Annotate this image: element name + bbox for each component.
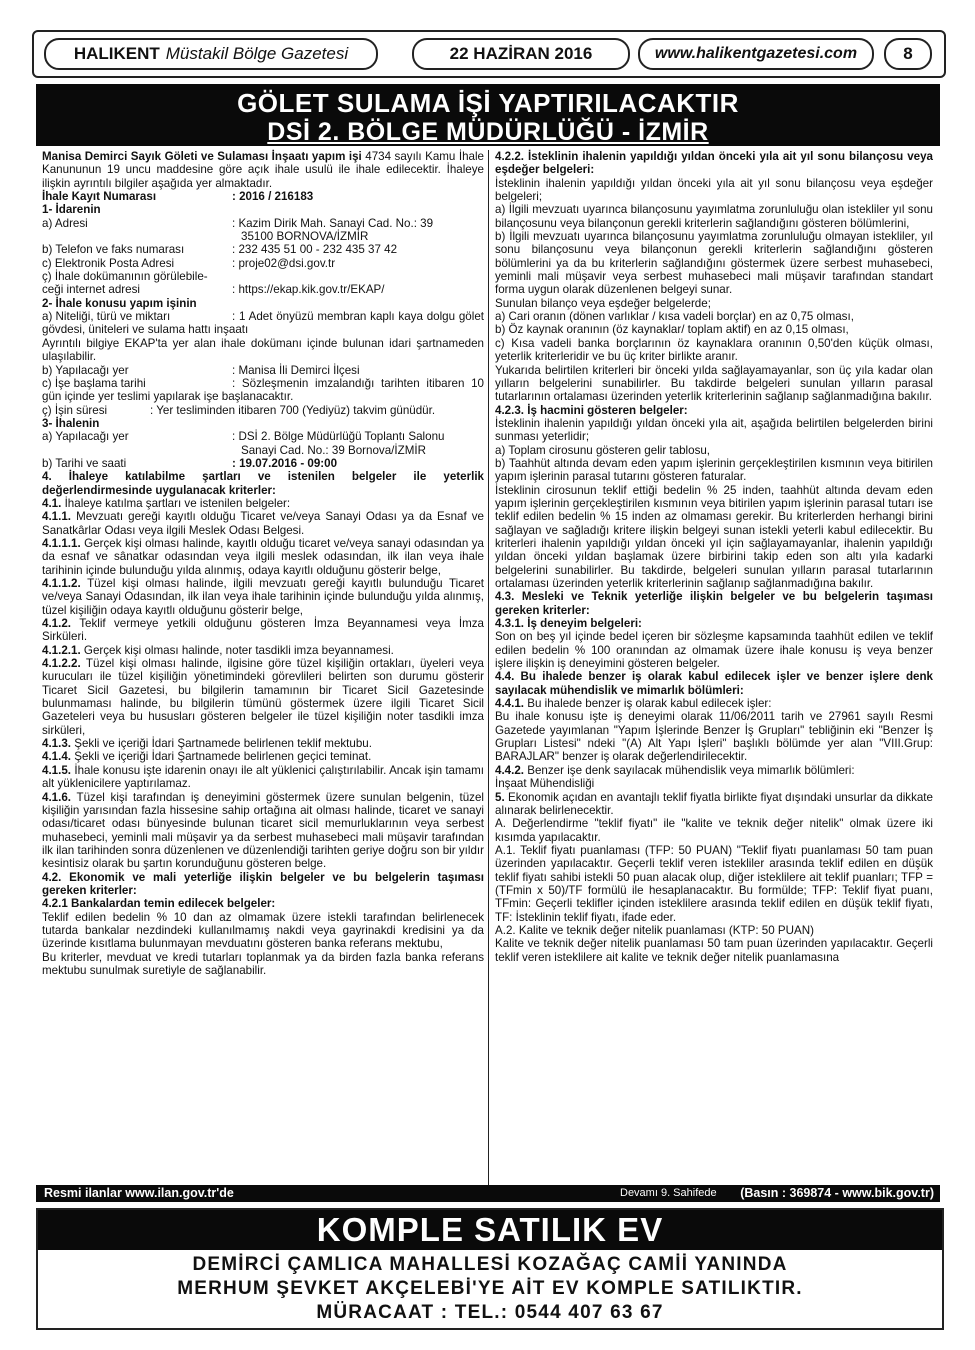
paragraph: Kalite ve teknik değer nitelik puanlaması 50 tam puan üzerinden yapılacaktır. Geçerli teklif veren isteklilere ait kalite ve teknik değer nitelik puanlamasına [495, 937, 933, 964]
paragraph: Bu ihale konusu işte iş deneyimi olarak 11/06/2011 tarih ve 27961 sayılı Resmi Gazetede yayımlanan "Yapım İşlerinde Benzer İş Grupları" tebliğinin eki "Benzer İş Grupları Listesi" ndeki "(A) Alt Yapı İşleri" başlıklı bölümde yer alan "VIII.Grup: BARAJLAR" benzer iş olarak değerlendirilecektir. [495, 710, 933, 764]
paragraph-text: Ekonomik açıdan en avantajlı teklif fiyatla birlikte fiyat dışındaki unsurlar da dikkate alınarak belirlenecektir. [495, 790, 933, 817]
paragraph: b) İlgili mevzuatı uyarınca bilançosunu yayımlatma zorunluluğu olmayan istekliler, yıl sonu bilançosunu veya bilançonun gerekli kriterlerin sağlandığını gösteren bölümlerini ya da bu kriterlerin sağlandığını göstermek üzere serbest muhasebeci, yeminli mali müşavir veya serbest muhasebeci mali müşavir tarafından standart forma uygun olarak düzenlenen belgeyi sunar. [495, 230, 933, 297]
paragraph: İsteklinin ihalenin yapıldığı yıldan önceki yıla ait, aşağıda belirtilen belgelerden birini sunması yeterlidir; [495, 416, 933, 444]
page-header [32, 30, 946, 78]
paragraph-text: Teklif vermeye yetkili olduğunu gösteren İmza Beyannamesi veya İmza Sirküleri. [42, 617, 484, 644]
paragraph: 4.1.4. Şekli ve içeriği İdari Şartnamede belirlenen geçici teminat. [42, 750, 372, 764]
paragraph: 4.4.1. Bu ihalede benzer iş olarak kabul edilecek işler: [495, 697, 772, 711]
paragraph: 4.1.2.2. Tüzel kişi olması halinde, ilgisine göre tüzel kişiliğin ortakları, üyeleri veya kurucuları ile tüzel kişiliğin yönetimindeki görevlileri belirten son durumu gösterir Ticaret Sicil Gazetesi, bu bilgilerin tamamının bir Ticaret Sicil Gazetesinde bulunmaması halinde, bu bilgilerin tümünü göstermek üzere ilgili Ticaret Sicil Gazeteleri veya bu hususları gösteren belgeler ile tüzel kişiliğin noter tasdikli imza sirküleri, [42, 657, 484, 737]
intro-text: 4734 sayılı Kamu İhale Kanununun 19 uncu maddesine göre açık ihale usulü ile ihale edilecektir. İhaleye ilişkin ayrıntılı bilgiler aşağıda yer almaktadır. [42, 150, 484, 190]
page-number: 8 [884, 38, 932, 70]
paper-subtitle: Müstakil Bölge Gazetesi [165, 44, 349, 63]
address-line-2: 35100 BORNOVA/İZMİR [241, 230, 369, 244]
section-heading: 3- İhalenin [42, 416, 100, 430]
section-heading: 4.3.1. İş deneyim belgeleri: [495, 617, 642, 631]
field-value [232, 270, 484, 297]
section-heading: 4.2.1 Bankalardan temin edilecek belgeler: [42, 897, 276, 911]
field-value: : 232 435 51 00 - 232 435 37 42 [232, 243, 398, 257]
address-line-1: : Kazim Dirik Mah. Sanayi Cad. No.: 39 [232, 216, 434, 230]
paragraph: İsteklinin cirosunun teklif ettiği bedelin % 25 inden, taahhüt altında devam eden yapım işlerinin gerçekleştirilen kısmının veya bitirilen yapım işlerinin parasal tutarı ise teklif edilen bedelin % 15 inden az olmaması gerekir. Bu kriterlerden herhangi birini sağlayan ve sağladığı kritere ilişkin belgeyi sunan istekli yeterli kabul edilecektir. Bu kriterleri ihalenin yapıldığı yıldan önceki yıl için sağlayamayanlar, ihalenin yapıldığı yıldan önceki yıldan başlamak üzere birbirini takip eden son altı yıla kadarki belgelerini sunabilirler. Bu takdirde, belgeleri sunulan yılların parasal tutarlarının ortalaması üzerinden yeterlik kriterlerinin sağlanıp sağlanmadığına bakılır. [495, 483, 933, 590]
paragraph: 5. Ekonomik açıdan en avantajlı teklif fiyatla birlikte fiyat dışındaki unsurlar da dikkate alınarak belirlenecektir. [495, 790, 933, 817]
paragraph-text: Tüzel kişi olması halinde, ilgili mevzuatı gereği kayıtlı bulunduğu Ticaret ve/veya Sanayi Odasından, ilk ilan veya ihale tarihinin içinde bulunduğu yılda alınmış, tüzel kişiliğin odaya kayıtlı olduğunu gösterir belge, [42, 577, 484, 617]
paragraph: c) Kısa vadeli banka borçlarının öz kaynaklara oranının 0,50'den küçük olması, yeterlik kriterleridir ve bu üç kriter birlikte aranır. [495, 336, 933, 364]
ad-contact: MÜRACAAT : TEL.: 0544 407 63 67 [316, 1302, 664, 1323]
paragraph-text: Tüzel kişi olması halinde, ilgisine göre tüzel kişiliğin ortakları, üyeleri veya kurucuları ile tüzel kişiliğin yönetimindeki görevlileri belirten son durumu gösterir Ticaret Sicil Gazetesi, bu bilgilerin tamamının bir Ticaret Sicil Gazetesinde bulunmaması halinde, bu bilgilerin tümünü göstermek üzere ilgili Ticaret Sicil Gazeteleri veya bu hususları gösteren belgeler ile tüzel kişiliğin noter tasdikli imza sirküleri, [42, 657, 484, 737]
intro-paragraph [42, 150, 484, 190]
paragraph: 4.1.1. Mevzuatı gereği kayıtlı olduğu Ticaret ve/veya Sanayi Odası ya da Esnaf ve Sanatkârlar Odası veya ilgili Meslek Odası Belgesi. [42, 510, 484, 537]
field-label: ç) İşin süresi [42, 403, 108, 417]
ad-title: KOMPLE SATILIK EV [38, 1210, 942, 1250]
section-heading: 4. İhaleye katılabilme şartları ve istenilen belgeler ile yeterlik değerlendirmesinde uygulanacak kriterler: [42, 470, 484, 497]
paper-name-pill [44, 38, 378, 70]
venue-line-2: Sanayi Cad. No.: 39 Bornova/İZMİR [241, 443, 426, 457]
email-value[interactable]: : proje02@dsi.gov.tr [232, 256, 336, 270]
paragraph-text: Gerçek kişi olması halinde, kayıtlı olduğu ticaret ve/veya sanayi odasından ya da esnaf ve sânatkar odasından veya ilgili meslek odasından, ilk ilan veya ihale tarihinin içinde bulunduğu yılda alınmış, odaya kayıtlı olduğunu gösterir belge, [42, 536, 484, 577]
banner-title: GÖLET SULAMA İŞİ YAPTIRILACAKTIR [237, 88, 739, 118]
paragraph-text: Mevzuatı gereği kayıtlı olduğu Ticaret ve/veya Sanayi Odası ya da Esnaf ve Sanatkârlar Odası veya ilgili Meslek Odası Belgesi. [42, 510, 484, 537]
field-value: : Manisa İli Demirci İlçesi [232, 363, 360, 377]
field-label: b) Yapılacağı yer [42, 363, 129, 377]
footer-ilan-link[interactable]: Resmi ilanlar www.ilan.gov.tr'de [44, 1186, 234, 1200]
tender-reg-row [42, 190, 484, 203]
paragraph-text: Şekli ve içeriği İdari Şartnamede belirlenen geçici teminat. [74, 750, 372, 764]
paragraph: 4.1.5. İhale konusu işte idarenin onayı ile alt yüklenici çalıştırılabilir. Ancak işin tamamı alt yüklenicilere yaptırılamaz. [42, 763, 484, 791]
field-label [42, 270, 232, 297]
start-date-row [42, 377, 484, 404]
phone-row [42, 243, 484, 256]
field-value [232, 430, 484, 457]
field-value: : 19.07.2016 - 09:00 [232, 456, 338, 470]
ekap-link[interactable]: : https://ekap.kik.gov.tr/EKAP/ [232, 283, 385, 297]
paragraph: 4.1.1.1. Gerçek kişi olması halinde, kayıtlı olduğu ticaret ve/veya sanayi odasından ya da esnaf ve sânatkar odasından veya ilgili meslek odasından, ilk ilan veya ihale tarihinin içinde bulunduğu yılda alınmış, odaya kayıtlı olduğunu gösterir belge, [42, 536, 484, 577]
paragraph: İsteklinin ihalenin yapıldığı yıldan önceki yıla ait yıl sonu bilançosu veya eşdeğer belgeleri; [495, 176, 933, 204]
paragraph: a) Toplam cirosunu gösteren gelir tablosu, [495, 443, 711, 457]
intro-bold: Manisa Demirci Sayık Göleti ve Sulaması İnşaatı yapım işi [42, 150, 362, 163]
field-label: İhale Kayıt Numarası [42, 190, 157, 204]
field-value [232, 217, 484, 244]
nature-row [42, 310, 484, 337]
paragraph: 4.1.6. Tüzel kişi tarafından iş deneyimini göstermek üzere sunulan belgenin, tüzel kişiliğin yarısından fazla hissesine sahip ortağına ait olması halinde, ticaret ve sanayi odası/ticaret odası bünyesinde bulunan ticaret sicil memurluklarının veya serbest muhasebeci, yeminli mali müşavir ya da serbest muhasebeci mali müşavir tarafından ilk ilan tarihinden sonra düzenlenen ve düzenlendiği tarihten geriye doğru son bir yıldır kesintisiz olarak bu şartın korunduğunu gösteren belge. [42, 790, 484, 871]
paragraph: 4.1.2.1. Gerçek kişi olması halinde, noter tasdikli imza beyannamesi. [42, 643, 394, 657]
paragraph: A.2. Kalite ve teknik değer nitelik puanlaması (KTP: 50 PUAN) [495, 923, 814, 937]
paragraph: Son on beş yıl içinde bedel içeren bir sözleşme kapsamında taahhüt edilen ve teklif edilen bedelin % 100 oranından az olmamak üzere ihale konusu iş veya benzer işlere ilişkin iş deneyimini gösteren belgeler. [495, 630, 933, 671]
paragraph: A. Değerlendirme "teklif fiyatı" ile "kalite ve teknik değer nitelik" olmak üzere iki kısımda yapılacaktır. [495, 817, 933, 844]
paragraph-text: İhaleye katılma şartları ve istenilen belgeler: [64, 496, 291, 510]
field-label: b) Telefon ve faks numarası [42, 243, 185, 257]
paragraph: Bu kriterler, mevduat ve kredi tutarları toplanmak ya da birden fazla banka referans mektubu sunulmak suretiyle de sağlanabilir. [42, 950, 484, 977]
paragraph: 4.1.1.2. Tüzel kişi olması halinde, ilgili mevzuatı gereği kayıtlı bulunduğu Ticaret ve/veya Sanayi Odasından, ilk ilan veya ihale tarihinin içinde bulunduğu yılda alınmış, tüzel kişiliğin odaya kayıtlı olduğunu gösterir belge, [42, 577, 484, 617]
field-label: a) Niteliği, türü ve miktarı [42, 310, 171, 324]
datetime-row [42, 457, 484, 470]
field-label: a) Yapılacağı yer [42, 430, 129, 444]
press-reference: (Basın : 369874 - www.bik.gov.tr) [740, 1186, 934, 1200]
paragraph: İnşaat Mühendisliği [495, 777, 595, 791]
paragraph: b) Öz kaynak oranının (öz kaynaklar/ toplam aktif) en az 0,15 olması, [495, 323, 849, 337]
paragraph: a) Cari oranın (dönen varlıklar / kısa vadeli borçlar) en az 0,75 olması, [495, 310, 854, 324]
paragraph: 4.1.3. Şekli ve içeriği İdari Şartnamede belirlenen teklif mektubu. [42, 737, 372, 751]
paragraph-text: Şekli ve içeriği İdari Şartnamede belirlenen teklif mektubu. [74, 737, 372, 751]
paragraph: Sunulan bilanço veya eşdeğer belgelerde; [495, 296, 711, 310]
paragraph: 4.1.2. Teklif vermeye yetkili olduğunu gösteren İmza Beyannamesi veya İmza Sirküleri. [42, 617, 484, 644]
section-heading: 2- İhale konusu yapım işinin [42, 296, 197, 310]
paragraph: Teklif edilen bedelin % 10 dan az olmamak üzere istekli tarafından belirlenecek tutarda bankalar nezdindeki kullanılmamış nakdi veya gayrinakdi kredisini ya da üzerinde kısıtlama bulunmayan mevduatını gösteren banka referans mektubu, [42, 910, 484, 951]
continued-note: Devamı 9. Sahifede [620, 1187, 717, 1199]
section-heading: 4.3. Mesleki ve Teknik yeterliğe ilişkin belgeler ve bu belgelerin taşıması gereken kriterler: [495, 590, 933, 617]
address-row [42, 217, 484, 244]
paragraph: 4.4.2. Benzer işe denk sayılacak mühendislik veya mimarlık bölümleri: [495, 763, 855, 777]
paragraph: Yukarıda belirtilen kriterleri bir önceki yılda sağlayamayanlar, son üç yıla kadar olan yılların belgelerini sunabilirler. Bu takdirde belgeleri sunulan yılların parasal tutarlarının ortalaması üzerinden yeterlik kriterlerinin sağlanıp sağlanmadığına bakılır. [495, 363, 933, 404]
ad-line-2: MERHUM ŞEVKET AKÇELEBİ'YE AİT EV KOMPLE SATILIKTIR. [177, 1278, 803, 1299]
paragraph: 4.1. İhaleye katılma şartları ve istenilen belgeler: [42, 496, 291, 510]
field-value: : Sözleşmenin imzalandığı tarihten itibaren 10 gün içinde yer teslimi yapılarak işe başlanacaktır. [42, 376, 484, 404]
venue-row [42, 430, 484, 457]
right-column [495, 150, 933, 964]
paragraph: A.1. Teklif fiyatı puanlaması (TFP: 50 PUAN) "Teklif fiyatı puanlaması 50 tam puan üzerinden yapılacaktır. Geçerli teklif veren istekliler arasında teklif edilen en düşük teklif fiyatı sahibi istekli 50 puan alacak olup, diğer isteklilere ait teklif puanları; TFP = (TFmin x 50)/TF formülü ile hesaplanacaktır. Bu formülde; TFP: Teklif fiyat puanı, TFmin: Geçerli teklifler içinden isteklilere arasında teklif edilen en düşük teklif fiyatı, TF: İsteklinin teklif fiyatı, ifade eder. [495, 843, 933, 924]
website-row [42, 270, 484, 297]
banner-subtitle: DSİ 2. BÖLGE MÜDÜRLÜĞÜ - İZMİR [267, 118, 709, 146]
location-row [42, 364, 484, 377]
section-heading: 4.2.3. İş hacmini gösteren belgeler: [495, 403, 688, 417]
field-label: a) Adresi [42, 216, 88, 230]
venue-line-1: : DSİ 2. Bölge Müdürlüğü Toplantı Salonu [232, 430, 445, 444]
paragraph: b) Taahhüt altında devam eden yapım işlerinin gerçekleştirilen kısmının veya bitirilen yapım işlerinin parasal tutarını gösteren faturalar. [495, 456, 933, 484]
email-row [42, 257, 484, 270]
section-heading: 4.4. Bu ihalede benzer iş olarak kabul edilecek işler ve benzer işlere denk sayılacak mühendislik ve mimarlık bölümleri: [495, 670, 933, 697]
announcement-banner [36, 84, 940, 146]
website-link[interactable]: www.halikentgazetesi.com [638, 38, 874, 70]
section-heading: 1- İdarenin [42, 203, 101, 217]
section-heading: 4.2. Ekonomik ve mali yeterliğe ilişkin belgeler ve bu belgelerin taşıması gereken kriterler: [42, 870, 484, 897]
field-value: : 2016 / 216183 [232, 190, 314, 204]
classified-ad [36, 1208, 944, 1330]
paragraph-text: Bu ihalede benzer iş olarak kabul edilecek işler: [527, 697, 772, 711]
detail-paragraph: Ayrıntılı bilgiye EKAP'ta yer alan ihale dokümanı içinde bulunan idari şartnameden ulaşılabilir. [42, 336, 484, 364]
ad-line-1: DEMİRCİ ÇAMLICA MAHALLESİ KOZAĞAÇ CAMİİ YANINDA [192, 1254, 788, 1275]
paper-name: HALIKENT [73, 44, 160, 63]
field-value: : Yer tesliminden itibaren 700 (Yediyüz) takvim günüdür. [150, 403, 436, 417]
field-label: c) Elektronik Posta Adresi [42, 256, 175, 270]
label-line-2: ceği internet adresi [42, 283, 140, 297]
footer-bar [36, 1185, 940, 1202]
field-value: : 1 Adet önyüzü membran kaplı kaya dolgu gölet gövdesi, üniteleri ve sulama hattı inşaatı [42, 310, 484, 337]
paragraph-text: Tüzel kişi tarafından iş deneyimini göstermek üzere sunulan belgenin, tüzel kişiliğin yarısından fazla hissesine sahip ortağına ait olması halinde, ticaret ve sanayi odası/ticaret odası bünyesinde bulunan ticaret sicil memurluklarının veya serbest muhasebeci, yeminli mali müşavir ya da serbest muhasebeci mali müşavir tarafından ilk ilan tarihinden sonra düzenlenen ve düzenlendiği tarihten geriye doğru son bir yıldır kesintisiz olarak bu şartın korunduğunu gösteren belge. [42, 790, 484, 871]
issue-date: 22 HAZİRAN 2016 [412, 38, 630, 70]
column-divider [488, 150, 489, 1185]
left-column [42, 150, 484, 977]
field-label: c) İşe başlama tarihi [42, 376, 146, 390]
label-line-1: ç) İhale dokümanının görülebile- [42, 270, 208, 284]
paragraph-text: Benzer işe denk sayılacak mühendislik veya mimarlık bölümleri: [527, 763, 855, 777]
field-label: b) Tarihi ve saati [42, 456, 127, 470]
paragraph-text: Gerçek kişi olması halinde, noter tasdikli imza beyannamesi. [83, 643, 394, 657]
paragraph-text: İhale konusu işte idarenin onayı ile alt yüklenici çalıştırılabilir. Ancak işin tamamı alt yüklenicilere yaptırılamaz. [42, 763, 484, 791]
paragraph: a) İlgili mevzuatı uyarınca bilançosunu yayımlatma zorunluluğu olan istekliler yıl sonu bilançosunu veya bilançonun gerekli kriterlerin sağlandığını gösteren bölümlerini, [495, 203, 933, 230]
duration-row [42, 404, 484, 417]
section-heading: 4.2.2. İsteklinin ihalenin yapıldığı yıldan önceki yıla ait yıl sonu bilançosu veya eşdeğer belgeleri: [495, 150, 933, 177]
